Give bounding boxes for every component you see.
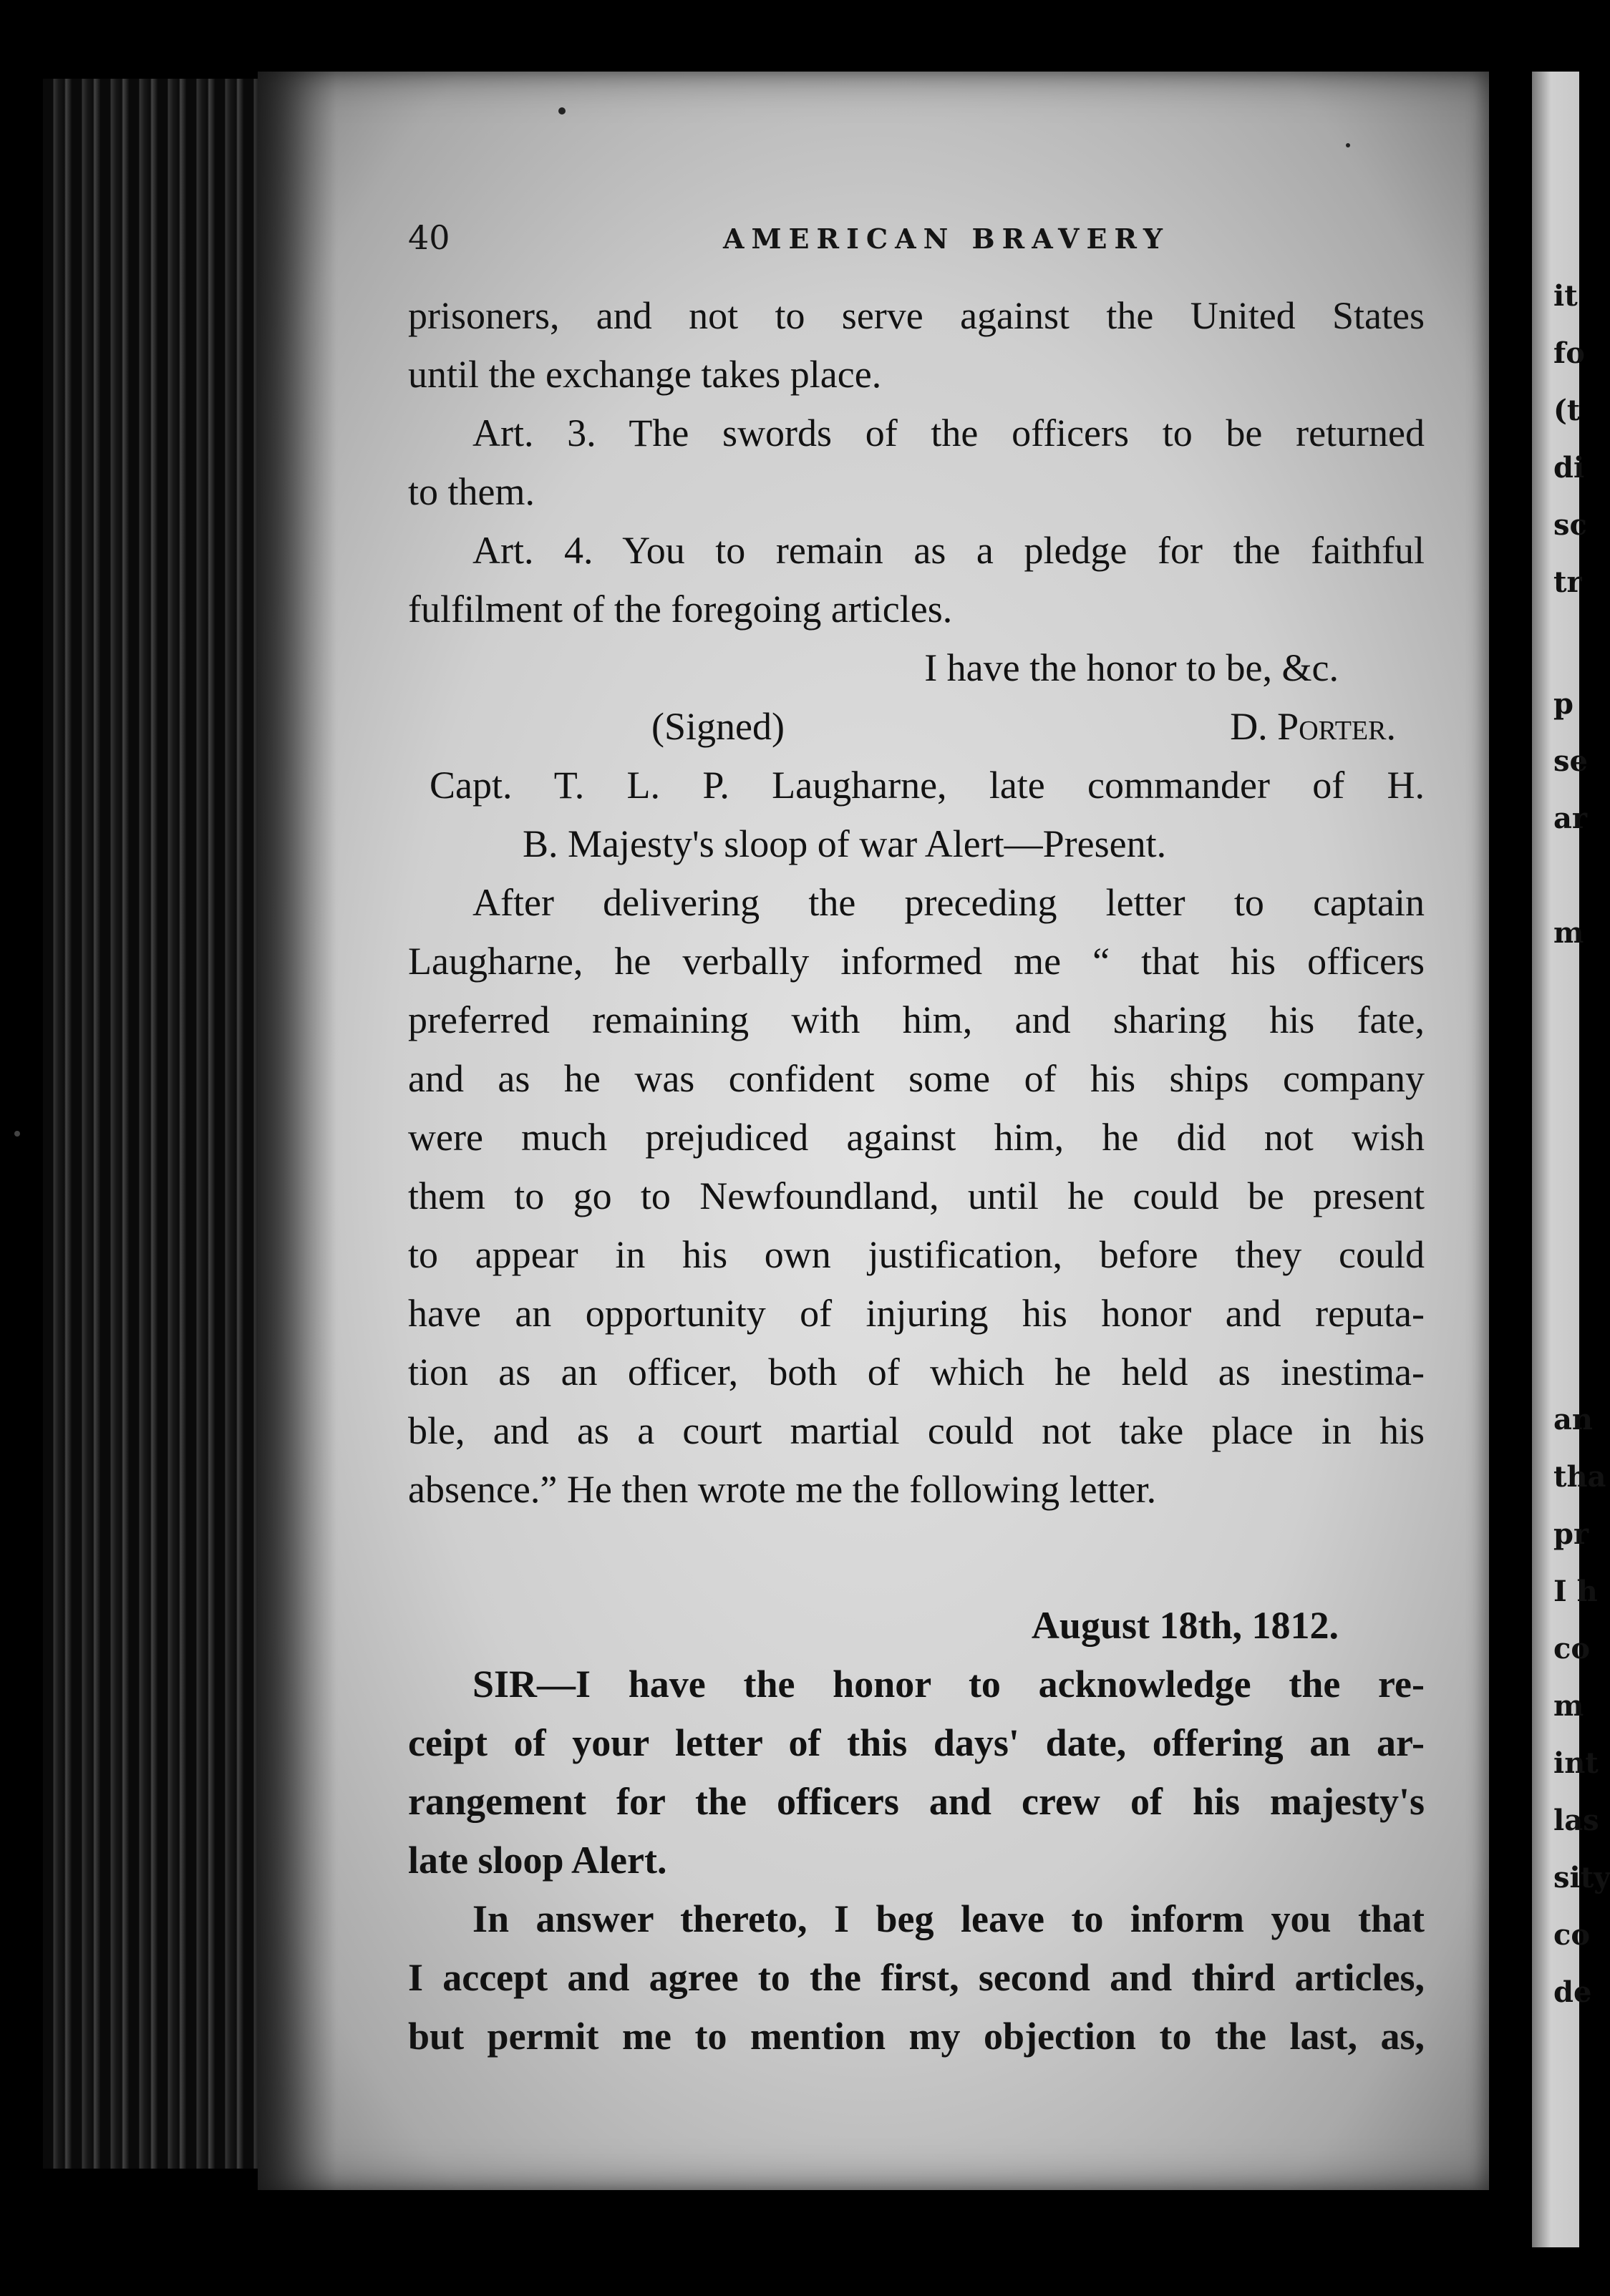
adjacent-fragment: di (1553, 451, 1585, 485)
text-line: Art. 4. You to remain as a pledge for the faithful (472, 529, 1425, 572)
text-line: absence.” He then wrote me the following letter. (408, 1468, 1157, 1511)
text-line: to appear in his own justification, before they could (408, 1233, 1425, 1276)
adjacent-fragment: m (1553, 916, 1584, 950)
adjacent-fragment: int (1553, 1746, 1599, 1780)
running-title: AMERICAN BRAVERY (723, 223, 1170, 255)
text-line: have an opportunity of injuring his honor and reputa- (408, 1292, 1425, 1335)
text-line: but permit me to mention my objection to the last, as, (408, 2015, 1425, 2058)
paper-speck (1346, 143, 1350, 147)
paper-speck (558, 107, 566, 115)
text-line: fulfilment of the foregoing articles. (408, 588, 953, 631)
adjacent-fragment: sc (1553, 508, 1587, 542)
text-line: ceipt of your letter of this days' date, offering an ar- (408, 1721, 1425, 1764)
paper-speck (14, 1131, 20, 1137)
adjacent-fragment: m (1553, 1689, 1584, 1723)
text-line: preferred remaining with him, and sharing his fate, (408, 998, 1425, 1041)
text-line: late sloop Alert. (408, 1839, 667, 1882)
adjacent-fragment: co (1553, 1632, 1591, 1665)
address-line: B. Majesty's sloop of war Alert—Present. (523, 822, 1167, 865)
text-line: In answer thereto, I beg leave to inform you that (472, 1897, 1425, 1940)
adjacent-fragment: tr (1553, 565, 1582, 599)
adjacent-fragment: I h (1553, 1575, 1598, 1608)
text-line: them to go to Newfoundland, until he could be present (408, 1174, 1425, 1217)
adjacent-fragment: pr (1553, 1517, 1589, 1551)
adjacent-fragment: (t (1553, 394, 1581, 427)
adjacent-fragment: de (1553, 1975, 1592, 2009)
page-gutter-shadow (258, 72, 336, 2190)
adjacent-fragment: se (1553, 744, 1588, 778)
signed-label: (Signed) (651, 705, 785, 748)
text-line: Art. 3. The swords of the officers to be returned (472, 412, 1425, 454)
letter-date: August 18th, 1812. (1031, 1604, 1339, 1647)
adjacent-fragment: fo (1553, 336, 1585, 370)
text-line: prisoners, and not to serve against the United States (408, 294, 1425, 337)
adjacent-fragment: tha (1553, 1460, 1606, 1494)
closing-line: I have the honor to be, &c. (924, 646, 1339, 689)
text-line: were much prejudiced against him, he did not wish (408, 1116, 1425, 1159)
text-line: I accept and agree to the first, second and third articles, (408, 1956, 1425, 1999)
text-line: After delivering the preceding letter to captain (472, 881, 1425, 924)
page-header (408, 218, 1425, 261)
text-line: to them. (408, 470, 535, 513)
adjacent-fragment: ar (1553, 802, 1587, 835)
text-line: ble, and as a court martial could not take place in his (408, 1409, 1425, 1452)
text-line: SIR—I have the honor to acknowledge the re- (472, 1663, 1425, 1706)
book-binding (43, 79, 286, 2169)
adjacent-fragment: sity (1553, 1861, 1610, 1894)
text-line: and as he was confident some of his ships company (408, 1057, 1425, 1100)
page-number: 40 (408, 218, 450, 257)
adjacent-fragment: an (1553, 1403, 1593, 1436)
adjacent-fragment: co (1553, 1918, 1591, 1952)
adjacent-page-strip (1532, 72, 1610, 2247)
adjacent-fragment: it (1553, 279, 1578, 313)
text-line: rangement for the officers and crew of his majesty's (408, 1780, 1425, 1823)
adjacent-fragment: p (1553, 687, 1573, 721)
adjacent-fragment: las (1553, 1804, 1599, 1837)
text-line: until the exchange takes place. (408, 353, 882, 396)
text-line: tion as an officer, both of which he held as inestima- (408, 1351, 1425, 1393)
text-line: Laugharne, he verbally informed me “ that his officers (408, 940, 1425, 983)
address-line: Capt. T. L. P. Laugharne, late commander of H. (430, 764, 1425, 807)
signature-name: D. Porter. (1230, 705, 1396, 748)
